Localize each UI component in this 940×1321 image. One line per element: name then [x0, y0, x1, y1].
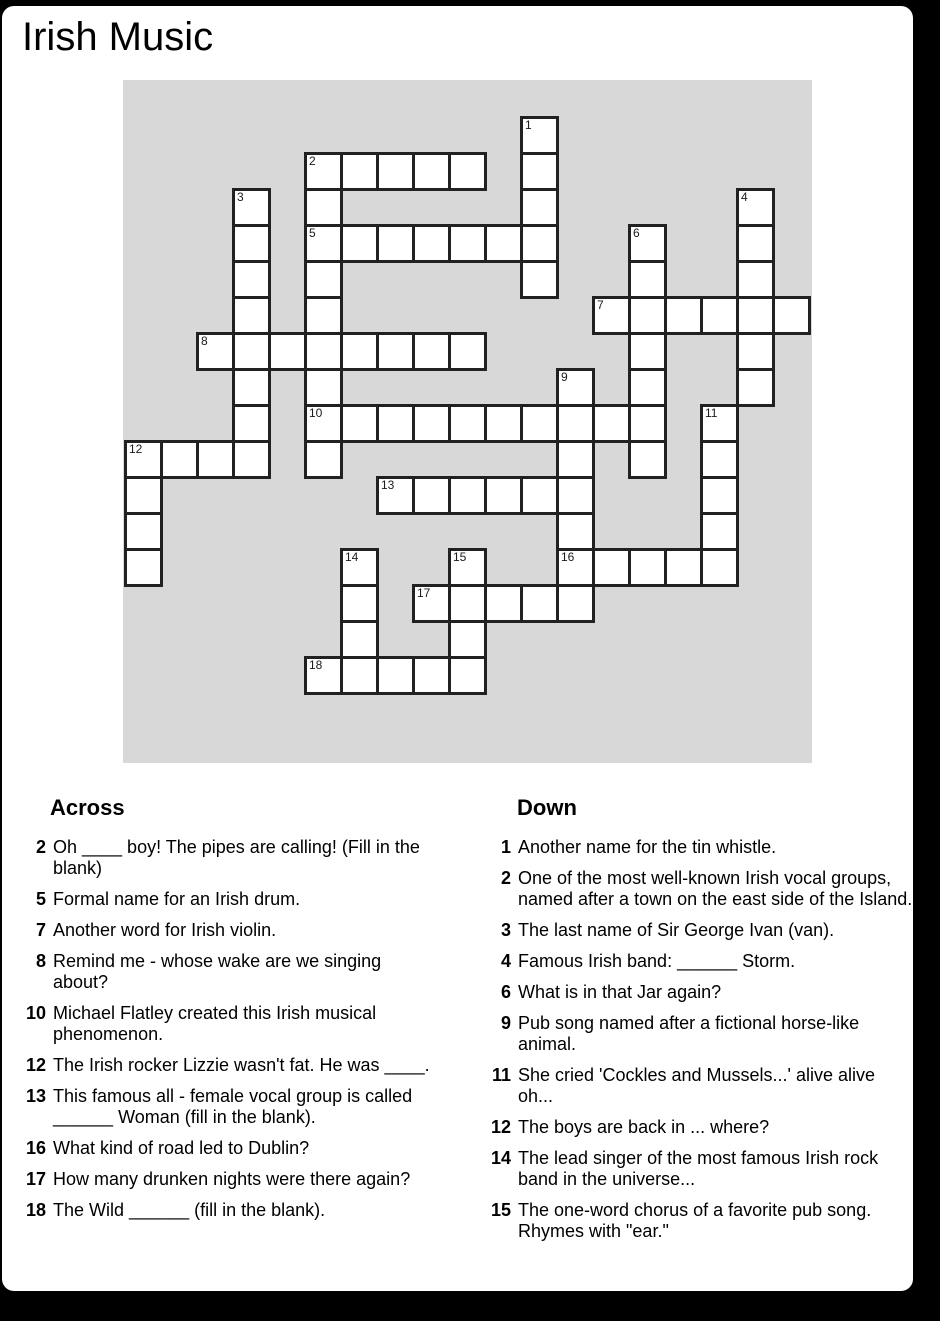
clue-item	[24, 1200, 444, 1221]
grid-cell[interactable]	[520, 404, 559, 443]
grid-cell[interactable]	[448, 548, 487, 587]
grid-cell[interactable]	[448, 152, 487, 191]
clue-item	[24, 920, 444, 941]
grid-cell[interactable]	[376, 476, 415, 515]
clue-text: Remind me - whose wake are we singing about?	[53, 951, 382, 992]
grid-cell[interactable]	[628, 404, 667, 443]
grid-cell[interactable]	[196, 332, 235, 371]
grid-cell[interactable]	[736, 260, 775, 299]
grid-cell[interactable]	[232, 224, 271, 263]
grid-cell[interactable]	[520, 152, 559, 191]
grid-cell[interactable]	[340, 548, 379, 587]
clue-item	[489, 837, 917, 858]
grid-cell[interactable]	[556, 584, 595, 623]
clue-item	[24, 837, 444, 879]
cell-number: 18	[309, 658, 323, 672]
clue-text: She cried 'Cockles and Mussels...' alive alive oh...	[518, 1065, 876, 1106]
grid-cell[interactable]	[340, 584, 379, 623]
grid-cell[interactable]	[520, 116, 559, 155]
clue-item	[24, 1169, 444, 1190]
grid-cell[interactable]	[448, 224, 487, 263]
grid-cell[interactable]	[592, 296, 631, 335]
grid-cell[interactable]	[232, 260, 271, 299]
clue-text: The one-word chorus of a favorite pub song. Rhymes with "ear."	[518, 1200, 872, 1241]
clue-text: The lead singer of the most famous Irish rock band in the universe...	[518, 1148, 879, 1189]
grid-cell[interactable]	[484, 404, 523, 443]
grid-cell[interactable]	[556, 476, 595, 515]
cell-number: 6	[633, 226, 640, 240]
down-clues	[489, 837, 917, 1242]
clue-item	[489, 1200, 917, 1242]
grid-cell[interactable]	[700, 296, 739, 335]
cell-number: 12	[129, 442, 143, 456]
grid-cell[interactable]	[520, 584, 559, 623]
grid-cell[interactable]	[556, 404, 595, 443]
clue-item	[489, 1065, 917, 1107]
grid-cell[interactable]	[484, 224, 523, 263]
grid-cell[interactable]	[304, 440, 343, 479]
grid-cell[interactable]	[340, 152, 379, 191]
cell-number: 5	[309, 226, 316, 240]
clue-text: The last name of Sir George Ivan (van).	[518, 920, 835, 940]
grid-cell[interactable]	[628, 296, 667, 335]
page	[2, 6, 913, 1291]
clue-number: 5	[35, 889, 46, 909]
clue-number: 2	[500, 868, 511, 888]
grid-cell[interactable]	[304, 404, 343, 443]
grid-cell[interactable]	[376, 404, 415, 443]
grid-cell[interactable]	[628, 440, 667, 479]
cell-number: 14	[345, 550, 359, 564]
clue-item	[24, 1055, 444, 1076]
clue-number: 12	[25, 1055, 46, 1075]
clue-text: One of the most well-known Irish vocal groups, named after a town on the east side of the Island.	[518, 868, 913, 909]
clue-number: 16	[25, 1138, 46, 1158]
clue-number: 1	[500, 837, 511, 857]
grid-cell[interactable]	[268, 332, 307, 371]
grid-cell[interactable]	[556, 440, 595, 479]
puzzle-title: Irish Music	[22, 15, 214, 59]
grid-cell[interactable]	[412, 152, 451, 191]
clue-text: Another word for Irish violin.	[53, 920, 277, 940]
clue-text: What is in that Jar again?	[518, 982, 722, 1002]
grid-cell[interactable]	[664, 548, 703, 587]
clue-number: 4	[500, 951, 511, 971]
cell-number: 2	[309, 154, 316, 168]
cell-number: 9	[561, 370, 568, 384]
clue-number: 10	[25, 1003, 46, 1023]
grid-cell[interactable]	[196, 440, 235, 479]
clue-number: 2	[35, 837, 46, 857]
grid-cell[interactable]	[340, 656, 379, 695]
across-heading: Across	[50, 795, 125, 820]
grid-cell[interactable]	[232, 440, 271, 479]
clue-text: The Irish rocker Lizzie wasn't fat. He was ____.	[53, 1055, 430, 1075]
grid-cell[interactable]	[736, 296, 775, 335]
grid-cell[interactable]	[412, 224, 451, 263]
clue-number: 11	[491, 1065, 511, 1085]
grid-cell[interactable]	[448, 476, 487, 515]
grid-cell[interactable]	[304, 224, 343, 263]
grid-cell[interactable]	[628, 548, 667, 587]
clue-number: 17	[25, 1169, 46, 1189]
clue-number: 9	[500, 1013, 511, 1033]
clue-item	[489, 1117, 917, 1138]
clue-number: 12	[490, 1117, 511, 1137]
grid-cell[interactable]	[412, 476, 451, 515]
grid-cell[interactable]	[700, 512, 739, 551]
clue-text: The boys are back in ... where?	[518, 1117, 770, 1137]
grid-cell[interactable]	[412, 404, 451, 443]
clue-number: 14	[490, 1148, 511, 1168]
grid-cell[interactable]	[304, 656, 343, 695]
grid-cell[interactable]	[520, 224, 559, 263]
clue-text: Formal name for an Irish drum.	[53, 889, 301, 909]
clue-item	[24, 1086, 444, 1128]
clue-text: What kind of road led to Dublin?	[53, 1138, 310, 1158]
grid-cell[interactable]	[412, 332, 451, 371]
clue-number: 3	[500, 920, 511, 940]
grid-cell[interactable]	[700, 476, 739, 515]
grid-cell[interactable]	[160, 440, 199, 479]
grid-cell[interactable]	[448, 656, 487, 695]
grid-cell[interactable]	[520, 476, 559, 515]
grid-cell[interactable]	[412, 584, 451, 623]
clue-text: Pub song named after a fictional horse-like animal.	[518, 1013, 860, 1054]
grid-cell[interactable]	[484, 584, 523, 623]
grid-cell[interactable]	[376, 152, 415, 191]
cell-number: 16	[561, 550, 575, 564]
clue-text: Famous Irish band: ______ Storm.	[518, 951, 796, 971]
grid-cell[interactable]	[232, 368, 271, 407]
cell-number: 17	[417, 586, 431, 600]
grid-cell[interactable]	[124, 512, 163, 551]
clue-item	[489, 1148, 917, 1190]
cell-number: 7	[597, 298, 604, 312]
down-heading: Down	[517, 795, 577, 820]
clue-text: This famous all - female vocal group is called ______ Woman (fill in the blank).	[53, 1086, 413, 1127]
grid-cell[interactable]	[448, 584, 487, 623]
grid-cell[interactable]	[448, 332, 487, 371]
grid-cell[interactable]	[340, 620, 379, 659]
clue-number: 8	[35, 951, 46, 971]
crossword-grid	[123, 80, 812, 763]
clue-number: 7	[35, 920, 46, 940]
cell-number: 15	[453, 550, 467, 564]
clue-item	[489, 951, 917, 972]
clue-number: 6	[500, 982, 511, 1002]
grid-cell[interactable]	[628, 260, 667, 299]
grid-cell[interactable]	[520, 260, 559, 299]
across-section	[24, 795, 444, 1231]
cell-number: 3	[237, 190, 244, 204]
grid-cell[interactable]	[772, 296, 811, 335]
clue-text: Oh ____ boy! The pipes are calling! (Fill in the blank)	[53, 837, 420, 878]
cell-number: 4	[741, 190, 748, 204]
grid-cell[interactable]	[628, 368, 667, 407]
grid-cell[interactable]	[376, 224, 415, 263]
grid-cell[interactable]	[376, 656, 415, 695]
grid-cell[interactable]	[304, 260, 343, 299]
grid-cell[interactable]	[700, 548, 739, 587]
clue-text: Another name for the tin whistle.	[518, 837, 777, 857]
grid-cell[interactable]	[448, 620, 487, 659]
grid-cell[interactable]	[556, 548, 595, 587]
grid-cell[interactable]	[412, 656, 451, 695]
grid-cell[interactable]	[232, 296, 271, 335]
grid-cell[interactable]	[376, 332, 415, 371]
grid-cell[interactable]	[628, 332, 667, 371]
clue-item	[24, 1138, 444, 1159]
grid-cell[interactable]	[304, 332, 343, 371]
cell-number: 1	[525, 118, 532, 132]
grid-cell[interactable]	[700, 440, 739, 479]
clue-item	[24, 889, 444, 910]
cell-number: 13	[381, 478, 395, 492]
clue-item	[24, 1003, 444, 1045]
grid-cell[interactable]	[124, 440, 163, 479]
clue-item	[489, 868, 917, 910]
clue-item	[489, 982, 917, 1003]
across-clues	[24, 837, 444, 1221]
clue-text: The Wild ______ (fill in the blank).	[53, 1200, 326, 1220]
cell-number: 11	[705, 406, 718, 420]
grid-cell[interactable]	[340, 332, 379, 371]
grid-cell[interactable]	[556, 512, 595, 551]
grid-cell[interactable]	[304, 296, 343, 335]
clue-item	[489, 1013, 917, 1055]
grid-cell[interactable]	[736, 188, 775, 227]
grid-cell[interactable]	[736, 224, 775, 263]
grid-cell[interactable]	[736, 332, 775, 371]
clue-number: 15	[490, 1200, 511, 1220]
grid-cell[interactable]	[556, 368, 595, 407]
cell-number: 10	[309, 406, 323, 420]
grid-cell[interactable]	[736, 368, 775, 407]
grid-cell[interactable]	[340, 404, 379, 443]
grid-cell[interactable]	[340, 224, 379, 263]
grid-cell[interactable]	[304, 368, 343, 407]
grid-cell[interactable]	[664, 296, 703, 335]
grid-cell[interactable]	[448, 404, 487, 443]
grid-cell[interactable]	[700, 404, 739, 443]
grid-cell[interactable]	[232, 404, 271, 443]
clue-number: 13	[25, 1086, 46, 1106]
grid-cell[interactable]	[520, 188, 559, 227]
grid-cell[interactable]	[304, 188, 343, 227]
grid-cell[interactable]	[232, 188, 271, 227]
grid-cell[interactable]	[592, 404, 631, 443]
grid-cell[interactable]	[484, 476, 523, 515]
grid-cell[interactable]	[124, 548, 163, 587]
grid-cell[interactable]	[124, 476, 163, 515]
down-section	[489, 795, 917, 1252]
clue-item	[489, 920, 917, 941]
grid-cell[interactable]	[592, 548, 631, 587]
clue-text: How many drunken nights were there again?	[53, 1169, 411, 1189]
grid-cell[interactable]	[232, 332, 271, 371]
clue-item	[24, 951, 444, 993]
clue-text: Michael Flatley created this Irish musical phenomenon.	[53, 1003, 377, 1044]
grid-cell[interactable]	[628, 224, 667, 263]
cell-number: 8	[201, 334, 208, 348]
grid-cell[interactable]	[304, 152, 343, 191]
clue-number: 18	[25, 1200, 46, 1220]
